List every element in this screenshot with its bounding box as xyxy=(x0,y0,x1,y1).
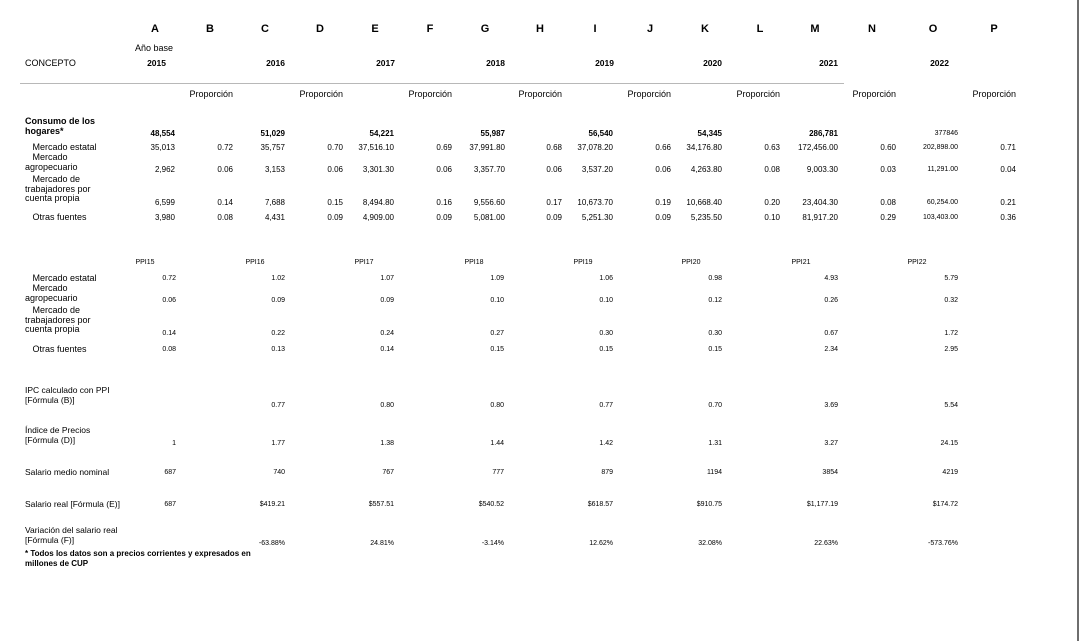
ppi-value: 0.13 xyxy=(271,346,285,353)
summary-row-label: Índice de Precios [Fórmula (D)] xyxy=(25,425,91,445)
summary-value: 32.08% xyxy=(698,540,722,547)
market-value: 103,403.00 xyxy=(922,214,958,221)
base-year-label: Año base xyxy=(135,43,174,53)
proportion-header: Proporción xyxy=(627,89,671,99)
market-value: 9,556.60 xyxy=(473,198,505,207)
market-value: 0.08 xyxy=(764,165,780,174)
ppi-value: 0.10 xyxy=(490,297,504,304)
market-value: 0.71 xyxy=(1000,143,1016,152)
market-value: 3,357.70 xyxy=(473,165,505,174)
column-letter-k: K xyxy=(701,23,709,35)
summary-value: 24.81% xyxy=(370,540,394,547)
market-value: 60,254.00 xyxy=(926,199,958,206)
market-value: 0.06 xyxy=(436,165,452,174)
ppi-value: 0.09 xyxy=(271,297,285,304)
market-value: 3,537.20 xyxy=(581,165,613,174)
ppi-row-label: Mercado de trabajadores por cuenta propia xyxy=(25,305,91,334)
summary-value: 3854 xyxy=(822,469,838,476)
consumption-total: 55,987 xyxy=(480,129,505,138)
summary-value: $419.21 xyxy=(259,501,285,508)
market-value: 172,456.00 xyxy=(797,143,838,152)
summary-value: 0.77 xyxy=(599,402,613,409)
market-value: 23,404.30 xyxy=(802,198,838,207)
ppi-value: 5.79 xyxy=(944,275,958,282)
market-value: 0.06 xyxy=(217,165,233,174)
market-row-label: Mercado agropecuario xyxy=(25,152,78,172)
summary-value: $910.75 xyxy=(696,501,722,508)
column-letter-p: P xyxy=(990,23,998,35)
summary-value: $174.72 xyxy=(932,501,958,508)
proportion-header: Proporción xyxy=(408,89,452,99)
summary-value: $540.52 xyxy=(478,501,504,508)
summary-value: 0.80 xyxy=(490,402,504,409)
market-value: 0.15 xyxy=(327,198,343,207)
market-value: 0.09 xyxy=(546,213,562,222)
summary-value: 3.69 xyxy=(824,402,838,409)
proportion-header: Proporción xyxy=(299,89,343,99)
summary-value: 1.44 xyxy=(490,440,504,447)
ppi-header: PPI17 xyxy=(354,259,374,266)
summary-row-label: Variación del salario real [Fórmula (F)] xyxy=(25,525,118,545)
ppi-row-label: Mercado agropecuario xyxy=(25,283,78,303)
summary-value: $618.57 xyxy=(587,501,613,508)
summary-value: 740 xyxy=(273,469,285,476)
proportion-header: Proporción xyxy=(736,89,780,99)
column-letter-h: H xyxy=(536,23,544,35)
market-value: 0.60 xyxy=(880,143,896,152)
consumption-total: 286,781 xyxy=(809,129,838,138)
ppi-value: 0.09 xyxy=(380,297,394,304)
summary-value: 5.54 xyxy=(944,402,958,409)
summary-value: $1,177.19 xyxy=(806,501,838,508)
market-value: 0.06 xyxy=(546,165,562,174)
ppi-row-label: Otras fuentes xyxy=(25,344,87,354)
column-letter-l: L xyxy=(756,23,764,35)
summary-value: 1.31 xyxy=(708,440,722,447)
year-header: 2015 xyxy=(147,58,166,68)
proportion-header: Proporción xyxy=(852,89,896,99)
ppi-value: 1.07 xyxy=(380,275,394,282)
ppi-value: 1.06 xyxy=(599,275,613,282)
market-value: 0.29 xyxy=(880,213,896,222)
market-value: 0.21 xyxy=(1000,198,1016,207)
market-value: 4,909.00 xyxy=(362,213,394,222)
market-value: 5,081.00 xyxy=(473,213,505,222)
ppi-value: 0.26 xyxy=(824,297,838,304)
ppi-value: 0.98 xyxy=(708,275,722,282)
market-value: 3,301.30 xyxy=(362,165,394,174)
summary-value: 12.62% xyxy=(589,540,613,547)
summary-value: 0.80 xyxy=(380,402,394,409)
column-letter-a: A xyxy=(151,23,159,35)
market-value: 4,431 xyxy=(264,213,285,222)
market-value: 7,688 xyxy=(264,198,285,207)
ppi-value: 4.93 xyxy=(824,275,838,282)
market-value: 35,013 xyxy=(150,143,175,152)
summary-value: 0.77 xyxy=(271,402,285,409)
market-value: 0.63 xyxy=(764,143,780,152)
year-header: 2018 xyxy=(486,58,505,68)
consumption-total: 377846 xyxy=(934,130,958,137)
proportion-header: Proporción xyxy=(518,89,562,99)
market-value: 10,673.70 xyxy=(577,198,613,207)
ppi-value: 0.30 xyxy=(599,330,613,337)
column-letter-m: M xyxy=(810,23,820,35)
ppi-value: 0.24 xyxy=(380,330,394,337)
market-value: 0.36 xyxy=(1000,213,1016,222)
ppi-header: PPI15 xyxy=(135,259,155,266)
consumption-total: 56,540 xyxy=(588,129,613,138)
summary-value: 777 xyxy=(492,469,504,476)
year-header: 2021 xyxy=(819,58,838,68)
market-value: 2,962 xyxy=(154,165,175,174)
market-value: 0.19 xyxy=(655,198,671,207)
ppi-header: PPI19 xyxy=(573,259,593,266)
market-value: 5,251.30 xyxy=(581,213,613,222)
market-value: 3,980 xyxy=(154,213,175,222)
ppi-value: 0.15 xyxy=(599,346,613,353)
consumption-heading: Consumo de los hogares* xyxy=(25,116,96,136)
market-value: 37,516.10 xyxy=(358,143,394,152)
market-value: 0.72 xyxy=(217,143,233,152)
summary-value: 24.15 xyxy=(940,440,958,447)
ppi-value: 2.95 xyxy=(944,346,958,353)
ppi-value: 0.12 xyxy=(708,297,722,304)
market-value: 6,599 xyxy=(154,198,175,207)
column-letter-c: C xyxy=(261,23,269,35)
summary-row-label: IPC calculado con PPI [Fórmula (B)] xyxy=(25,385,110,405)
header-rule xyxy=(20,83,844,84)
column-letter-g: G xyxy=(480,23,490,35)
ppi-value: 0.06 xyxy=(162,297,176,304)
market-value: 0.20 xyxy=(764,198,780,207)
market-value: 10,668.40 xyxy=(686,198,722,207)
market-value: 5,235.50 xyxy=(690,213,722,222)
year-header: 2020 xyxy=(703,58,722,68)
market-value: 0.17 xyxy=(546,198,562,207)
market-value: 4,263.80 xyxy=(690,165,722,174)
summary-value: -573.76% xyxy=(928,540,958,547)
column-letter-f: F xyxy=(426,23,434,35)
ppi-value: 1.02 xyxy=(271,275,285,282)
market-value: 0.06 xyxy=(327,165,343,174)
market-value: 0.03 xyxy=(880,165,896,174)
year-header: 2019 xyxy=(595,58,614,68)
column-letter-o: O xyxy=(928,23,938,35)
ppi-value: 0.14 xyxy=(162,330,176,337)
column-letter-d: D xyxy=(316,23,324,35)
summary-value: 22.63% xyxy=(814,540,838,547)
year-header: 2017 xyxy=(376,58,395,68)
ppi-value: 1.09 xyxy=(490,275,504,282)
summary-value: 1194 xyxy=(706,469,722,476)
consumption-total: 54,345 xyxy=(697,129,722,138)
consumption-total: 54,221 xyxy=(369,129,394,138)
summary-value: 1 xyxy=(172,440,176,447)
summary-value: 1.42 xyxy=(599,440,613,447)
summary-value: $557.51 xyxy=(368,501,394,508)
market-value: 34,176.80 xyxy=(686,143,722,152)
summary-row-label: Salario medio nominal xyxy=(25,467,110,477)
column-letter-j: J xyxy=(646,23,654,35)
market-value: 8,494.80 xyxy=(362,198,394,207)
column-letter-e: E xyxy=(371,23,379,35)
summary-value: 687 xyxy=(164,501,176,508)
proportion-header: Proporción xyxy=(972,89,1016,99)
ppi-header: PPI22 xyxy=(907,259,927,266)
ppi-value: 0.67 xyxy=(824,330,838,337)
market-value: 0.08 xyxy=(217,213,233,222)
year-header: 2016 xyxy=(266,58,285,68)
summary-value: 687 xyxy=(164,469,176,476)
consumption-total: 51,029 xyxy=(260,129,285,138)
market-value: 11,291.00 xyxy=(927,166,958,173)
ppi-value: 2.34 xyxy=(824,346,838,353)
summary-row-label: Salario real [Fórmula (E)] xyxy=(25,499,120,509)
footnote: * Todos los datos son a precios corrientes y expresados en millones de CUP xyxy=(25,549,251,568)
ppi-value: 0.22 xyxy=(271,330,285,337)
ppi-value: 0.32 xyxy=(944,297,958,304)
market-value: 0.10 xyxy=(764,213,780,222)
summary-value: -63.88% xyxy=(258,540,285,547)
concept-label: CONCEPTO xyxy=(25,58,76,68)
market-value: 81,917.20 xyxy=(802,213,838,222)
market-value: 0.70 xyxy=(327,143,343,152)
summary-value: 1.38 xyxy=(380,440,394,447)
market-value: 3,153 xyxy=(264,165,285,174)
summary-value: 767 xyxy=(382,469,394,476)
ppi-header: PPI20 xyxy=(681,259,701,266)
market-value: 37,991.80 xyxy=(469,143,505,152)
summary-value: 4219 xyxy=(942,469,958,476)
ppi-value: 0.15 xyxy=(708,346,722,353)
market-value: 0.08 xyxy=(880,198,896,207)
market-row-label: Mercado de trabajadores por cuenta propia xyxy=(25,174,91,203)
ppi-header: PPI21 xyxy=(791,259,811,266)
year-header: 2022 xyxy=(930,58,949,68)
market-row-label: Otras fuentes xyxy=(25,212,87,222)
summary-value: 0.70 xyxy=(708,402,722,409)
market-value: 37,078.20 xyxy=(577,143,613,152)
summary-value: 879 xyxy=(601,469,613,476)
summary-value: -3.14% xyxy=(481,540,504,547)
summary-value: 3.27 xyxy=(824,440,838,447)
market-row-label: Mercado estatal xyxy=(25,142,97,152)
market-value: 0.09 xyxy=(655,213,671,222)
column-letter-n: N xyxy=(868,23,876,35)
market-value: 0.06 xyxy=(655,165,671,174)
ppi-value: 0.30 xyxy=(708,330,722,337)
market-value: 0.68 xyxy=(546,143,562,152)
market-value: 0.14 xyxy=(217,198,233,207)
ppi-value: 0.10 xyxy=(599,297,613,304)
market-value: 9,003.30 xyxy=(806,165,838,174)
ppi-value: 0.08 xyxy=(162,346,176,353)
market-value: 0.69 xyxy=(436,143,452,152)
ppi-header: PPI18 xyxy=(464,259,484,266)
ppi-row-label: Mercado estatal xyxy=(25,273,97,283)
proportion-header: Proporción xyxy=(189,89,233,99)
ppi-header: PPI16 xyxy=(245,259,265,266)
ppi-value: 0.15 xyxy=(490,346,504,353)
ppi-value: 0.14 xyxy=(380,346,394,353)
ppi-value: 0.27 xyxy=(490,330,504,337)
market-value: 0.09 xyxy=(436,213,452,222)
market-value: 0.66 xyxy=(655,143,671,152)
market-value: 0.09 xyxy=(327,213,343,222)
ppi-value: 1.72 xyxy=(944,330,958,337)
ppi-value: 0.72 xyxy=(162,275,176,282)
window-edge xyxy=(1077,0,1079,641)
summary-value: 1.77 xyxy=(271,440,285,447)
market-value: 0.16 xyxy=(436,198,452,207)
column-letter-i: I xyxy=(593,23,597,35)
market-value: 35,757 xyxy=(260,143,285,152)
consumption-total: 48,554 xyxy=(150,129,175,138)
column-letter-b: B xyxy=(206,23,214,35)
market-value: 0.04 xyxy=(1000,165,1016,174)
market-value: 202,898.00 xyxy=(922,144,958,151)
